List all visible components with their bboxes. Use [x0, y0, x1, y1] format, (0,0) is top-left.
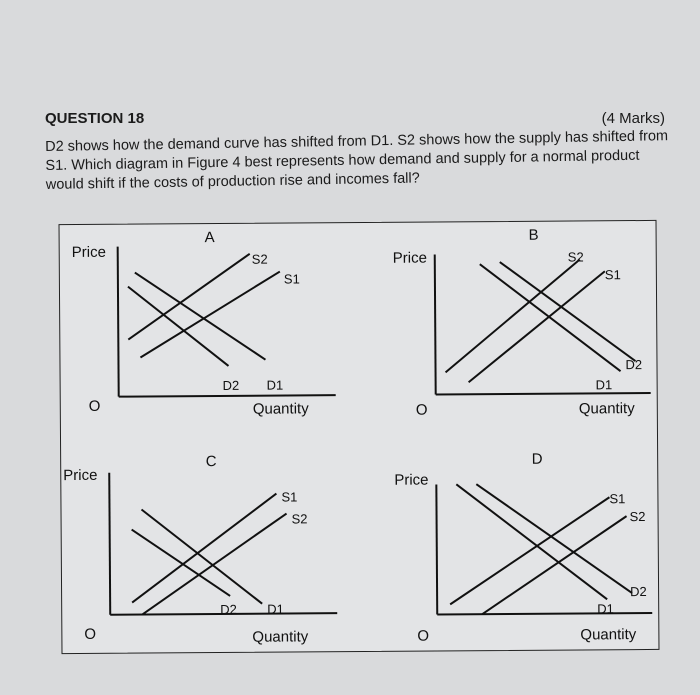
diagram-d-demand-d1 [456, 483, 607, 600]
diagram-c-d-right-label: D1 [267, 601, 284, 617]
diagram-b-quantity-axis [436, 393, 651, 395]
diagram-b-s-top-label: S2 [567, 249, 584, 265]
diagram-d-price-label: Price [394, 471, 429, 489]
diagram-b-price-axis [435, 254, 436, 394]
diagram-d-supply-s1 [449, 497, 610, 604]
diagram-c-supply-s1 [131, 494, 277, 603]
diagram-d-price-axis [436, 484, 437, 614]
diagram-a-s-top-label: S2 [251, 251, 268, 267]
diagram-c-demand-d1 [142, 509, 263, 605]
diagram-a-s-bottom-label: S1 [283, 271, 300, 287]
diagram-c-d-left-label: D2 [220, 601, 237, 617]
diagram-a-demand-d2 [128, 286, 229, 367]
diagram-a-supply-s1 [140, 272, 281, 358]
figure-4-box [59, 220, 660, 654]
question-title: QUESTION 18 [45, 110, 145, 127]
diagram-c [109, 471, 337, 615]
question-text: D2 shows how the demand curve has shifted from D1. S2 shows how the supply has shifted from S1. Which diagram in Figure 4 best represents how demand and supply for a normal product would shift if the costs of production rise and incomes fall? [45, 128, 669, 193]
diagram-b-letter: B [528, 226, 539, 244]
diagram-a-price-label: Price [71, 243, 106, 262]
diagram-a-price-axis [118, 247, 119, 397]
diagram-c-quantity-label: Quantity [252, 628, 309, 646]
diagram-d-origin: O [417, 627, 430, 645]
diagram-a [118, 245, 336, 397]
diagram-d-d-right-label: D2 [630, 583, 647, 600]
diagram-a-letter: A [204, 229, 215, 247]
diagram-c-origin: O [84, 625, 97, 643]
question-marks: (4 Marks) [601, 110, 665, 127]
diagram-a-d-left-label: D2 [222, 377, 240, 393]
diagram-c-letter: C [205, 452, 217, 471]
diagram-c-supply-s2 [142, 514, 288, 615]
diagram-b-s-bottom-label: S1 [604, 267, 621, 283]
diagram-b-price-label: Price [392, 249, 427, 267]
diagram-d-letter: D [531, 450, 543, 468]
diagram-a-d-right-label: D1 [266, 377, 284, 393]
diagram-c-s-top-label: S1 [281, 489, 298, 505]
diagram-d-d-left-label: D1 [597, 601, 614, 617]
diagram-d-quantity-axis [437, 613, 652, 615]
figure-4-diagrams [60, 221, 659, 653]
diagram-b-d-left-label: D1 [595, 377, 613, 393]
diagram-c-s-bottom-label: S2 [291, 511, 308, 527]
diagram-d-quantity-label: Quantity [580, 626, 637, 644]
question-header [45, 110, 665, 130]
diagram-b-quantity-label: Quantity [578, 400, 635, 418]
diagram-d-s-bottom-label: S2 [629, 509, 646, 525]
diagram-d-supply-s2 [482, 516, 628, 617]
diagram-b-d-right-label: D2 [625, 357, 643, 373]
diagram-a-quantity-label: Quantity [252, 400, 309, 418]
diagram-c-price-label: Price [63, 466, 98, 485]
diagram-a-quantity-axis [119, 395, 336, 397]
diagram-c-price-axis [109, 473, 110, 615]
diagram-b-supply-s2 [445, 259, 581, 372]
diagram-d-s-top-label: S1 [609, 491, 626, 507]
diagram-a-origin: O [88, 397, 101, 415]
diagram-b-origin: O [415, 401, 428, 419]
diagram-a-demand-d1 [135, 272, 266, 361]
